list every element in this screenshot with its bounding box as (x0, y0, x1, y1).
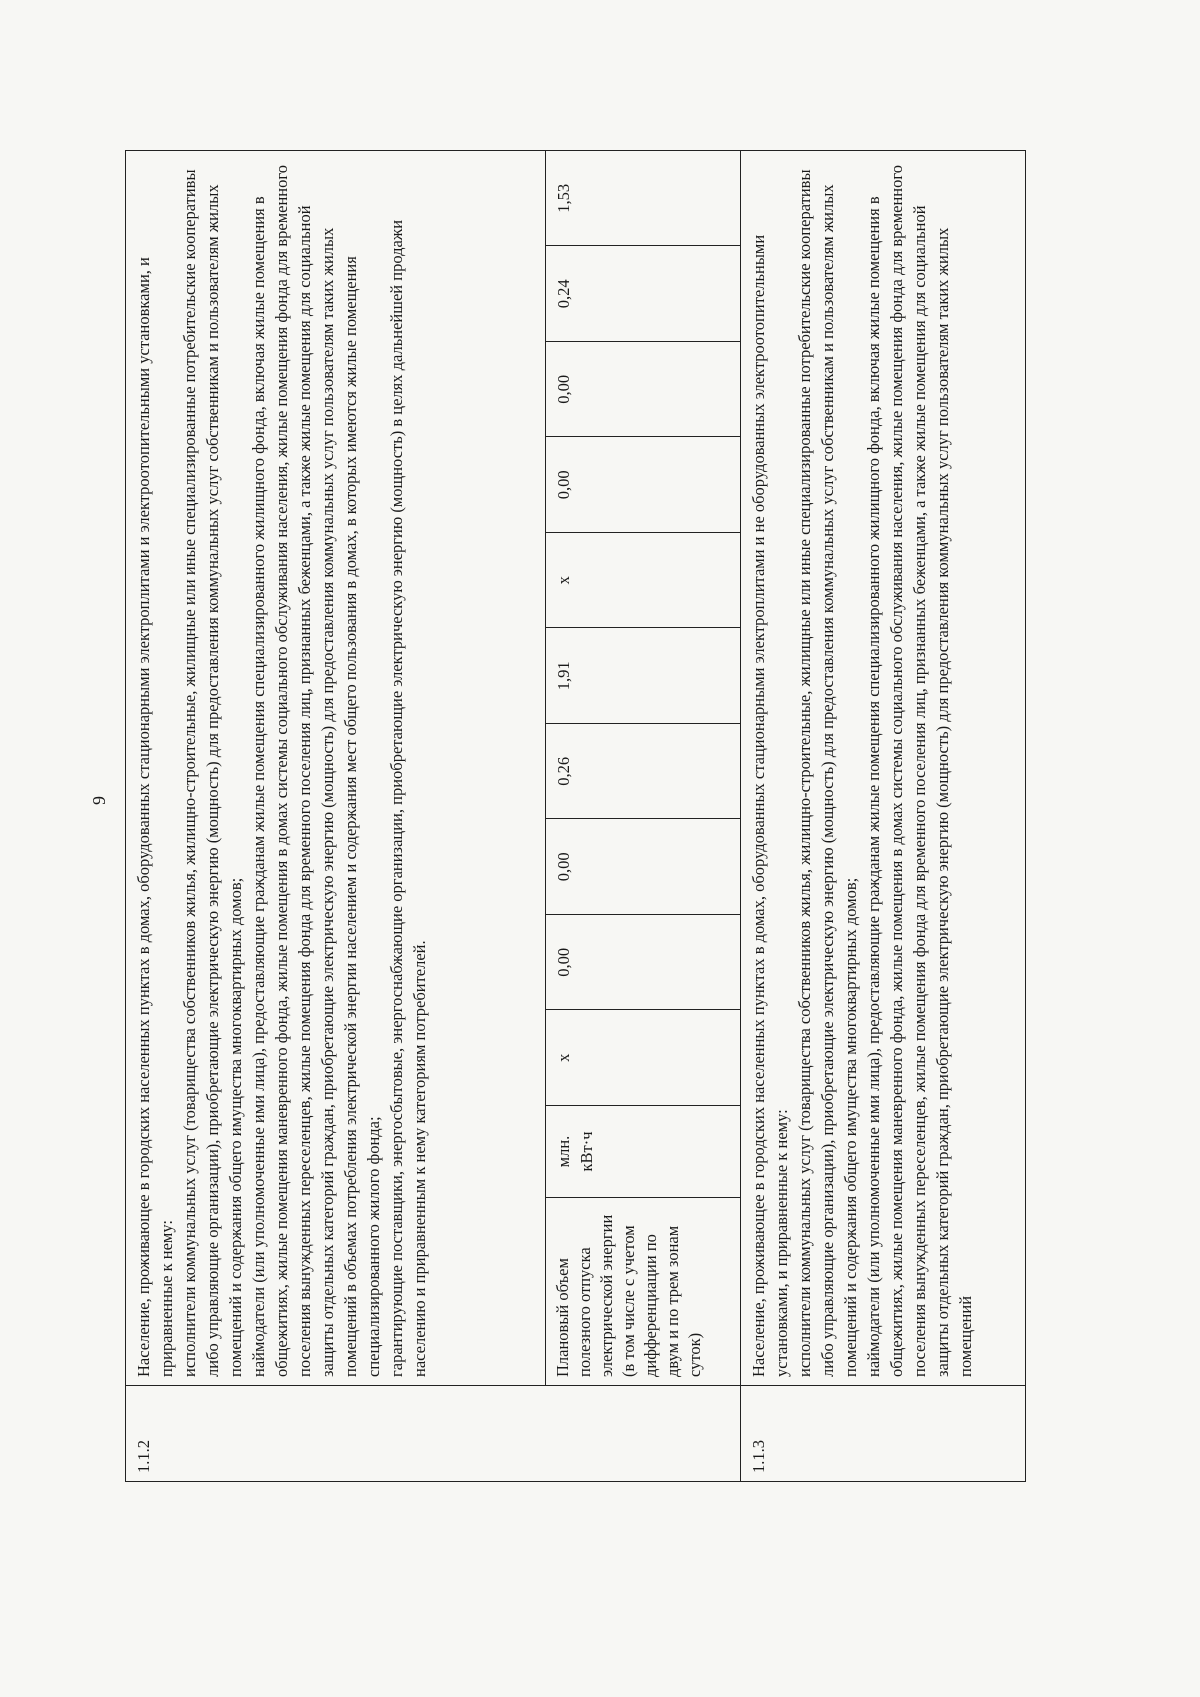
description-item: гарантирующие поставщики, энергосбытовые, энергоснабжающие организации, приобретающие электрическую энергию (мощность) в целях дальнейшей продажи населению и приравненным к нему категориям потребителей. (387, 219, 429, 1377)
description-item: исполнители коммунальных услуг (товарищества собственников жилья, жилищно-строительные, жилищные или иные специализированные потребительские кооперативы либо управляющие организации), приобретающие электрическую энергию (мощность) для предоставления коммунальных услуг собственникам и пользователям жилых помещений и содержания общего имущества многоквартирных домов; (795, 169, 860, 1377)
description-item: исполнители коммунальных услуг (товарищества собственников жилья, жилищно-строительные, жилищные или иные специализированные потребительские кооперативы либо управляющие организации), приобретающие электрическую энергию (мощность) для предоставления коммунальных услуг собственникам и пользователям жилых помещений и содержания общего имущества многоквартирных домов; (180, 169, 245, 1377)
unit-cell: млн. кВт·ч (546, 1106, 741, 1198)
table-row (126, 151, 546, 1482)
tariff-table (125, 150, 1026, 1482)
value-cell: 0,00 (546, 819, 741, 915)
row-description (741, 151, 1026, 1386)
rotated-table-wrapper (125, 150, 1025, 1482)
page-number: 9 (89, 796, 109, 805)
value-cell: 0,00 (546, 342, 741, 438)
row-number: 1.1.2 (126, 1386, 741, 1482)
value-cell: 1,91 (546, 628, 741, 724)
table-row (546, 151, 741, 1482)
value-cell: 0,24 (546, 246, 741, 342)
description-intro: Население, проживающее в городских населенных пунктах в домах, оборудованных стационарными электроплитами и электроотопительными установками, и приравненные к нему: (134, 257, 176, 1377)
value-cell: 0,00 (546, 437, 741, 533)
description-item: наймодатели (или уполномоченные ими лица), предоставляющие гражданам жилые помещения специализированного жилищного фонда, включая жилые помещения в общежитиях, жилые помещения маневренного фонда, жилые помещения в домах системы социального обслуживания населения, жилые помещения фонда для временного поселения вынужденных переселенцев, жилые помещения фонда для временного поселения лиц, признанных беженцами, а также жилые помещения для социальной защиты отдельных категорий граждан, приобретающие электрическую энергию (мощность) для предоставления коммунальных услуг пользователям таких жилых помещений (864, 165, 975, 1377)
value-cell: x (546, 1010, 741, 1106)
description-item: наймодатели (или уполномоченные ими лица), предоставляющие гражданам жилые помещения специализированного жилищного фонда, включая жилые помещения в общежитиях, жилые помещения маневренного фонда, жилые помещения в домах системы социального обслуживания населения, жилые помещения фонда для временного поселения вынужденных переселенцев, жилые помещения фонда для временного поселения лиц, признанных беженцами, а также жилые помещения для социальной защиты отдельных категорий граждан, приобретающие электрическую энергию (мощность) для предоставления коммунальных услуг пользователям таких жилых помещений в объемах потребления электрической энергии населением и содержания мест общего пользования в домах, в которых имеются жилые помещения специализированного жилого фонда; (249, 165, 383, 1377)
row-description (126, 151, 546, 1386)
indicator-label: Плановый объем полезного отпуска электрической энергии (в том числе с учетом дифференциации по двум и по трем зонам суток) (546, 1198, 741, 1386)
value-cell: x (546, 533, 741, 629)
value-cell: 1,53 (546, 151, 741, 247)
table-row (741, 151, 1026, 1482)
description-intro: Население, проживающее в городских населенных пунктах в домах, оборудованных стационарными электроплитами и не оборудованных электроотопительными установками, и приравненные к нему: (749, 234, 791, 1377)
row-number: 1.1.3 (741, 1386, 1026, 1482)
value-cell: 0,00 (546, 915, 741, 1011)
value-cell: 0,26 (546, 724, 741, 820)
